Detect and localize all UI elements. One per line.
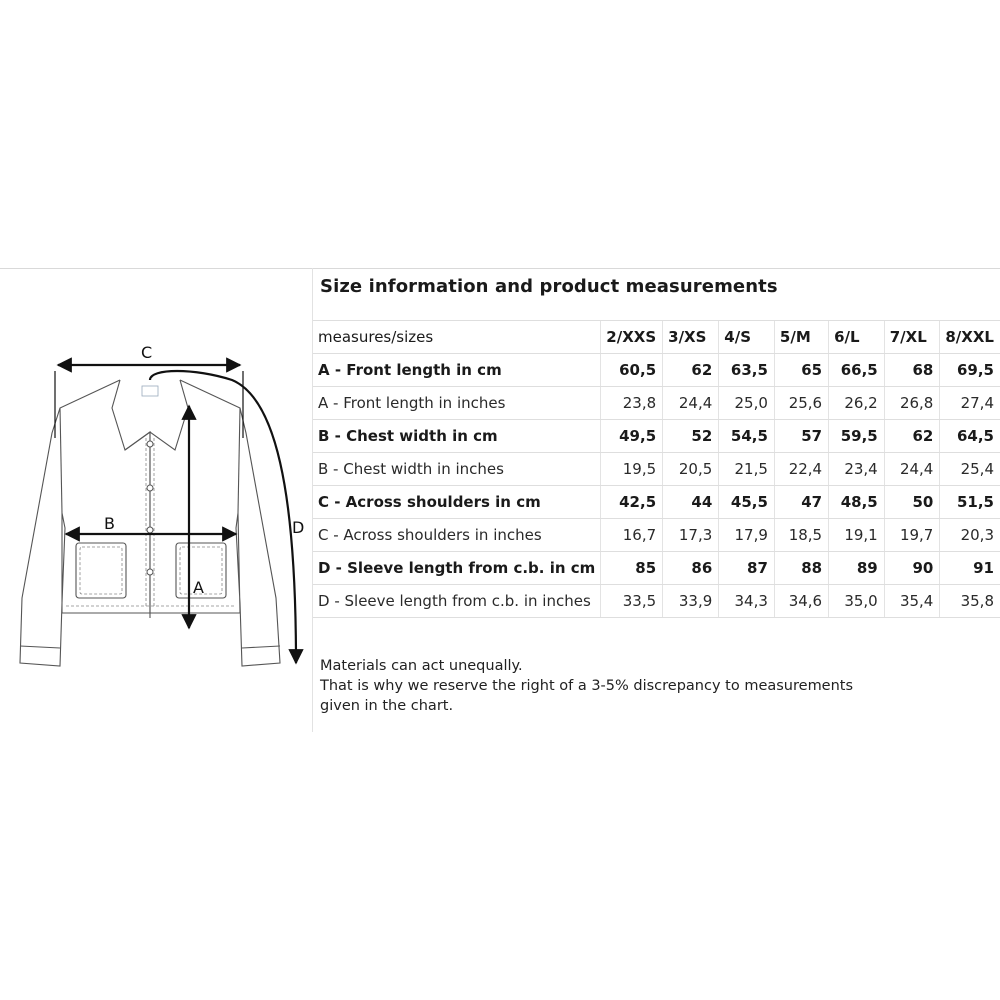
row-label: D - Sleeve length from c.b. in cm xyxy=(313,552,601,585)
cell-value: 18,5 xyxy=(774,519,828,552)
cell-value: 34,3 xyxy=(719,585,775,618)
cell-value: 42,5 xyxy=(601,486,663,519)
cell-value: 65 xyxy=(774,354,828,387)
cell-value: 90 xyxy=(884,552,940,585)
label-c: C xyxy=(141,343,153,362)
cell-value: 24,4 xyxy=(884,453,940,486)
table-header-row xyxy=(313,321,1000,354)
table-row xyxy=(313,552,1000,585)
size-header: 4/S xyxy=(719,321,775,354)
cell-value: 88 xyxy=(774,552,828,585)
table-row xyxy=(313,453,1000,486)
label-d: D xyxy=(292,518,305,537)
note-line: That is why we reserve the right of a 3-5% discrepancy to measurements xyxy=(320,678,854,694)
cell-value: 35,0 xyxy=(829,585,885,618)
cell-value: 33,9 xyxy=(663,585,719,618)
size-header: 7/XL xyxy=(884,321,940,354)
size-header: 3/XS xyxy=(663,321,719,354)
cell-value: 54,5 xyxy=(719,420,775,453)
cell-value: 20,5 xyxy=(663,453,719,486)
table-row xyxy=(313,420,1000,453)
page-title: Size information and product measurements xyxy=(320,276,778,297)
cell-value: 16,7 xyxy=(601,519,663,552)
table-row xyxy=(313,486,1000,519)
note-line: Materials can act unequally. xyxy=(320,658,523,674)
label-a: A xyxy=(193,578,204,597)
row-label: B - Chest width in cm xyxy=(313,420,601,453)
size-table xyxy=(313,320,1000,618)
cell-value: 27,4 xyxy=(940,387,1000,420)
cell-value: 62 xyxy=(663,354,719,387)
cell-value: 21,5 xyxy=(719,453,775,486)
row-label: B - Chest width in inches xyxy=(313,453,601,486)
cell-value: 66,5 xyxy=(829,354,885,387)
cell-value: 19,5 xyxy=(601,453,663,486)
table-row xyxy=(313,519,1000,552)
cell-value: 45,5 xyxy=(719,486,775,519)
cell-value: 50 xyxy=(884,486,940,519)
size-header: 6/L xyxy=(829,321,885,354)
cell-value: 69,5 xyxy=(940,354,1000,387)
cell-value: 26,2 xyxy=(829,387,885,420)
header-label: measures/sizes xyxy=(313,321,601,354)
cell-value: 60,5 xyxy=(601,354,663,387)
cell-value: 86 xyxy=(663,552,719,585)
cell-value: 20,3 xyxy=(940,519,1000,552)
jacket-outline xyxy=(20,380,280,666)
row-label: A - Front length in cm xyxy=(313,354,601,387)
cell-value: 25,0 xyxy=(719,387,775,420)
cell-value: 47 xyxy=(774,486,828,519)
cell-value: 17,9 xyxy=(719,519,775,552)
cell-value: 22,4 xyxy=(774,453,828,486)
table-row xyxy=(313,354,1000,387)
jacket-drawing xyxy=(0,268,312,732)
cell-value: 35,4 xyxy=(884,585,940,618)
cell-value: 52 xyxy=(663,420,719,453)
size-header: 2/XXS xyxy=(601,321,663,354)
cell-value: 89 xyxy=(829,552,885,585)
cell-value: 48,5 xyxy=(829,486,885,519)
size-header: 5/M xyxy=(774,321,828,354)
cell-value: 87 xyxy=(719,552,775,585)
cell-value: 85 xyxy=(601,552,663,585)
cell-value: 24,4 xyxy=(663,387,719,420)
cell-value: 23,4 xyxy=(829,453,885,486)
cell-value: 91 xyxy=(940,552,1000,585)
cell-value: 26,8 xyxy=(884,387,940,420)
cell-value: 34,6 xyxy=(774,585,828,618)
label-b: B xyxy=(104,514,115,533)
cell-value: 64,5 xyxy=(940,420,1000,453)
note-line: given in the chart. xyxy=(320,698,454,714)
cell-value: 49,5 xyxy=(601,420,663,453)
row-label: D - Sleeve length from c.b. in inches xyxy=(313,585,601,618)
table-row xyxy=(313,585,1000,618)
cell-value: 19,7 xyxy=(884,519,940,552)
cell-value: 62 xyxy=(884,420,940,453)
cell-value: 35,8 xyxy=(940,585,1000,618)
cell-value: 44 xyxy=(663,486,719,519)
jacket-diagram xyxy=(0,268,312,732)
size-header: 8/XXL xyxy=(940,321,1000,354)
cell-value: 23,8 xyxy=(601,387,663,420)
row-label: A - Front length in inches xyxy=(313,387,601,420)
cell-value: 57 xyxy=(774,420,828,453)
cell-value: 19,1 xyxy=(829,519,885,552)
row-label: C - Across shoulders in inches xyxy=(313,519,601,552)
table-row xyxy=(313,387,1000,420)
cell-value: 25,6 xyxy=(774,387,828,420)
cell-value: 63,5 xyxy=(719,354,775,387)
cell-value: 68 xyxy=(884,354,940,387)
cell-value: 33,5 xyxy=(601,585,663,618)
row-label: C - Across shoulders in cm xyxy=(313,486,601,519)
cell-value: 59,5 xyxy=(829,420,885,453)
cell-value: 51,5 xyxy=(940,486,1000,519)
notes xyxy=(320,656,853,716)
cell-value: 17,3 xyxy=(663,519,719,552)
cell-value: 25,4 xyxy=(940,453,1000,486)
